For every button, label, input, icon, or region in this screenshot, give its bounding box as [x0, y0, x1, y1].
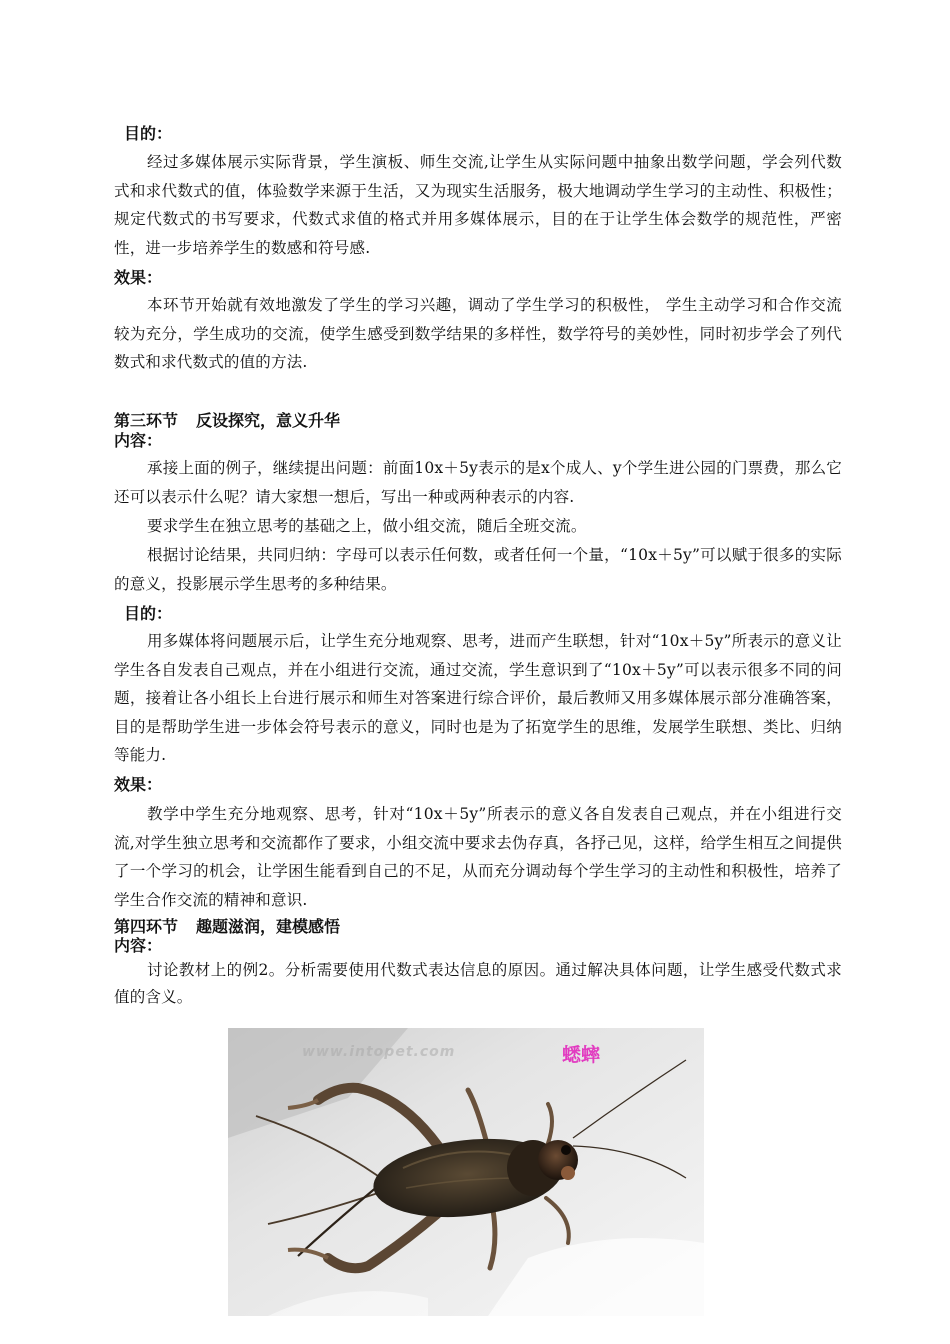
- section-title-3: 反设探究，意义升华: [196, 411, 341, 430]
- section-number-3: 第三环节: [114, 411, 179, 430]
- effect-paragraph-3: 教学中学生充分地观察、思考，针对“10x＋5y”所表示的意义各自发表自己观点，并在小组进行交流,对学生独立思考和交流都作了要求，小组交流中要求去伪存真，各抒己见，这样，给学生相互之间提供了一个学习的机会，让学困生能看到自己的不足，从而充分调动每个学生学习的主动性和积极性，培养了学生合作交流的精神和意识.: [114, 805, 842, 909]
- effect-label-2: 效果：: [114, 268, 163, 287]
- purpose-label-3: 目的：: [124, 604, 173, 623]
- section-title-4: 趣题滋润，建模感悟: [196, 917, 341, 936]
- cricket-photo: [228, 1028, 704, 1316]
- section-number-4: 第四环节: [114, 917, 179, 936]
- photo-watermark: www.intopet.com: [302, 1044, 456, 1060]
- content-paragraph-4: 讨论教材上的例2。分析需要使用代数式表达信息的原因。通过解决具体问题，让学生感受代数式求值的含义。: [114, 961, 842, 1006]
- content-paragraph-3c: 根据讨论结果，共同归纳：字母可以表示任何数，或者任何一个量，“10x＋5y”可以赋于很多的实际的意义，投影展示学生思考的多种结果。: [114, 546, 842, 593]
- purpose-label-2: 目的：: [124, 124, 173, 143]
- content-label-3: 内容：: [114, 431, 163, 450]
- section-heading-4: [114, 917, 842, 937]
- cricket-illustration: [228, 1028, 704, 1316]
- purpose-paragraph-3: 用多媒体将问题展示后，让学生充分地观察、思考，进而产生联想，针对“10x＋5y”所表示的意义让学生各自发表自己观点，并在小组进行交流，通过交流，学生意识到了“10x＋5y”可以表示很多不同的问题，接着让各小组长上台进行展示和师生对答案进行综合评价，最后教师又用多媒体展示部分准确答案，目的是帮助学生进一步体会符号表示的意义，同时也是为了拓宽学生的思维，发展学生联想、类比、归纳等能力.: [114, 632, 842, 765]
- photo-caption: 蟋蟀: [562, 1044, 601, 1066]
- section-heading-3: [114, 411, 842, 431]
- effect-paragraph-2: 本环节开始就有效地激发了学生的学习兴趣，调动了学生学习的积极性， 学生主动学习和合作交流较为充分，学生成功的交流，使学生感受到数学结果的多样性，数学符号的美妙性，同时初步学会了列代数式和求代数式的值的方法.: [114, 296, 842, 372]
- content-label-4: 内容：: [114, 936, 163, 955]
- content-paragraph-3b: 要求学生在独立思考的基础之上，做小组交流，随后全班交流。: [147, 517, 587, 535]
- effect-label-3: 效果：: [114, 775, 163, 794]
- purpose-paragraph-2: 经过多媒体展示实际背景，学生演板、师生交流,让学生从实际问题中抽象出数学问题，学会列代数式和求代数式的值，体验数学来源于生活，又为现实生活服务，极大地调动学生学习的主动性、积极性；规定代数式的书写要求，代数式求值的格式并用多媒体展示，目的在于让学生体会数学的规范性，严密性，进一步培养学生的数感和符号感.: [114, 153, 842, 257]
- content-paragraph-3a: 承接上面的例子，继续提出问题：前面10x＋5y表示的是x个成人、y个学生进公园的门票费，那么它还可以表示什么呢？请大家想一想后，写出一种或两种表示的内容.: [114, 459, 842, 506]
